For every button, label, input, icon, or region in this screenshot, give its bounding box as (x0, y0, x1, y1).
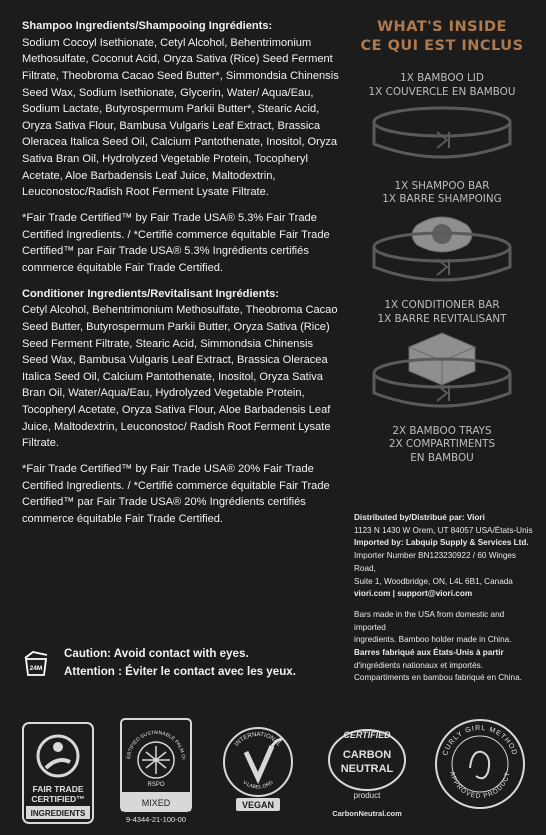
svg-text:CERTIFIED: CERTIFIED (343, 730, 391, 740)
conditioner-list: Cetyl Alcohol, Behentrimonium Methosulfate, Theobroma Cacao Seed Butter, Butyrospermum Parkii Butter, Oryza Sativa (Rice) Seed Ferment Filtrate, Stearic Acid, Simmondsia Chinensis Seed Wax, Bambusa Vulgaris Leaf Extract, Brassica Oleracea Italica Seed Oil, Calcium Pantothenate, Inositol, Oryza Sativa Bran Oil, Water/Aqua/Eau, Hydrolyzed Vegetable Protein, Tocopheryl Acetate, Oryza Sativa Flour, Aloe Barbadensis Leaf Juice, Maltodextrin, Leuconostoc/ Radish Root Ferment Lysate Filtrate. (22, 304, 338, 450)
rspo-logo (120, 718, 192, 828)
imported-by: Imported by: Labquip Supply & Services Ltd. (354, 538, 529, 548)
certification-logos (0, 712, 546, 835)
svg-text:RSPO: RSPO (147, 782, 165, 788)
svg-text:INGREDIENTS: INGREDIENTS (30, 809, 86, 818)
caution-en: Caution: Avoid contact with eyes. (64, 647, 249, 660)
svg-text:CURLY GIRL METHOD: CURLY GIRL METHOD (442, 724, 518, 757)
svg-text:product: product (353, 791, 381, 800)
caution-text (64, 645, 296, 681)
svg-text:CERTIFIED™: CERTIFIED™ (31, 794, 85, 804)
origin-en-1: Bars made in the USA from domestic and imported (354, 609, 505, 632)
svg-text:NEUTRAL: NEUTRAL (340, 763, 394, 775)
conditioner-fairtrade-note: *Fair Trade Certified™ by Fair Trade USA® 20% Fair Trade Certified Ingredients. / *Certifié commerce équitable Fair Trade Certified™ par Fair Trade USA® 20% Ingrédients certifiés commerce équitable Fair Trade Certified. (22, 463, 330, 525)
importer-number: Importer Number BN123230922 / 60 Winges Road, (354, 551, 517, 573)
origin-fr-2: d'ingrédients nationaux et importés. (354, 660, 484, 670)
bamboo-lid-illustration (367, 100, 517, 170)
svg-text:CARBON: CARBON (342, 749, 392, 761)
distributor-block (354, 512, 534, 601)
svg-text:INTERNATIONAL: INTERNATIONAL (234, 731, 282, 748)
origin-block (354, 609, 534, 685)
pao-label: 24M (29, 664, 43, 672)
svg-text:CarbonNeutral.com: CarbonNeutral.com (332, 809, 402, 818)
importer-address: Suite 1, Woodbridge, ON, L4L 6B1, Canada (354, 576, 513, 586)
contact: viori.com | support@viori.com (354, 589, 473, 599)
caution-block (22, 645, 352, 681)
origin-fr-1: Barres fabriqué aux États-Unis à partir (354, 648, 504, 658)
shampoo-list: Sodium Cocoyl Isethionate, Cetyl Alcohol, Behentrimonium Methosulfate, Coconut Acid, Oryza Sativa (Rice) Seed Ferment Filtrate, Theobroma Cacao Seed Butter*, Simmondsia Chinensis Seed Wax, Sodium Isethionate, Glycerin, Water/ Aqua/Eau, Sodium Lactate, Butyrospermum Parkii Butter*, Stearic Acid, Oryza Sativa Flour, Bambusa Vulgaris Leaf Extract, Brassica Oleracea Italica Seed Oil, Calcium Pantothenate, Inositol, Oryza Sativa Bran Oil, Hydrolyzed Vegetable Protein, Tocopheryl Acetate, Aloe Barbadensis Leaf Juice, Maltodextrin, Leuconostoc/Radish Root Ferment Lysate Filtrate. (22, 36, 339, 199)
shampoo-fairtrade-note: *Fair Trade Certified™ by Fair Trade USA® 5.3% Fair Trade Certified Ingredients. / *Certifié commerce équitable Fair Trade Certified™ par Fair Trade USA® 5.3% Ingrédients certifiés commerce équitable Fair Trade Certified. (22, 212, 330, 274)
caution-fr: Attention : Éviter le contact avec les yeux. (64, 664, 296, 678)
svg-text:FAIR TRADE: FAIR TRADE (32, 784, 84, 794)
whats-inside-title: WHAT'S INSIDE CE QUI EST INCLUS (360, 19, 524, 55)
item-bamboo-lid-label: 1X BAMBOO LID 1X COUVERCLE EN BAMBOU (368, 72, 516, 98)
origin-en-2: ingredients. Bamboo holder made in China. (354, 635, 512, 645)
shampoo-bar-illustration (367, 207, 517, 293)
whats-inside-panel (352, 18, 532, 466)
item-bamboo-trays-label: 2X BAMBOO TRAYS 2X COMPARTIMENTS EN BAMBOU (388, 424, 496, 465)
distributor-address: 1123 N 1430 W Orem, UT 84057 USA/États-Unis (354, 525, 533, 535)
svg-text:VEGAN: VEGAN (241, 800, 275, 810)
origin-fr-3: Compartiments en bambou fabriqué en China. (354, 673, 522, 683)
conditioner-bar-illustration (367, 327, 517, 419)
shampoo-heading: Shampoo Ingredients/Shampooing Ingrédients: (22, 20, 273, 32)
item-shampoo-bar-label: 1X SHAMPOO BAR 1X BARRE SHAMPOING (382, 179, 502, 206)
svg-text:APPROVED PRODUCT: APPROVED PRODUCT (448, 770, 512, 801)
svg-text:MIXED: MIXED (141, 798, 171, 808)
vegan-v-label-logo (222, 722, 294, 814)
shampoo-ingredients (22, 18, 340, 201)
conditioner-heading: Conditioner Ingredients/Revitalisant Ingrédients: (22, 287, 280, 300)
conditioner-ingredients (22, 286, 340, 452)
svg-text:9-4344-21-100-00: 9-4344-21-100-00 (125, 815, 187, 824)
item-conditioner-bar-label: 1X CONDITIONER BAR 1X BARRE REVITALISANT (377, 299, 507, 325)
svg-text:CERTIFIED SUSTAINABLE PALM OIL: ERTIFIED SUSTAINABLE PALM OI (125, 729, 187, 760)
curly-girl-method-logo (432, 716, 528, 812)
ingredients-panel (22, 18, 340, 537)
distribution-info (354, 512, 534, 693)
carbon-neutral-logo (322, 718, 412, 824)
open-jar-icon (22, 649, 50, 677)
distributed-by: Distributed by/Distribué par: Viori (354, 513, 485, 522)
fair-trade-logo (22, 722, 94, 824)
svg-text:V-LABEL.ORG: V-LABEL.ORG (241, 779, 275, 791)
